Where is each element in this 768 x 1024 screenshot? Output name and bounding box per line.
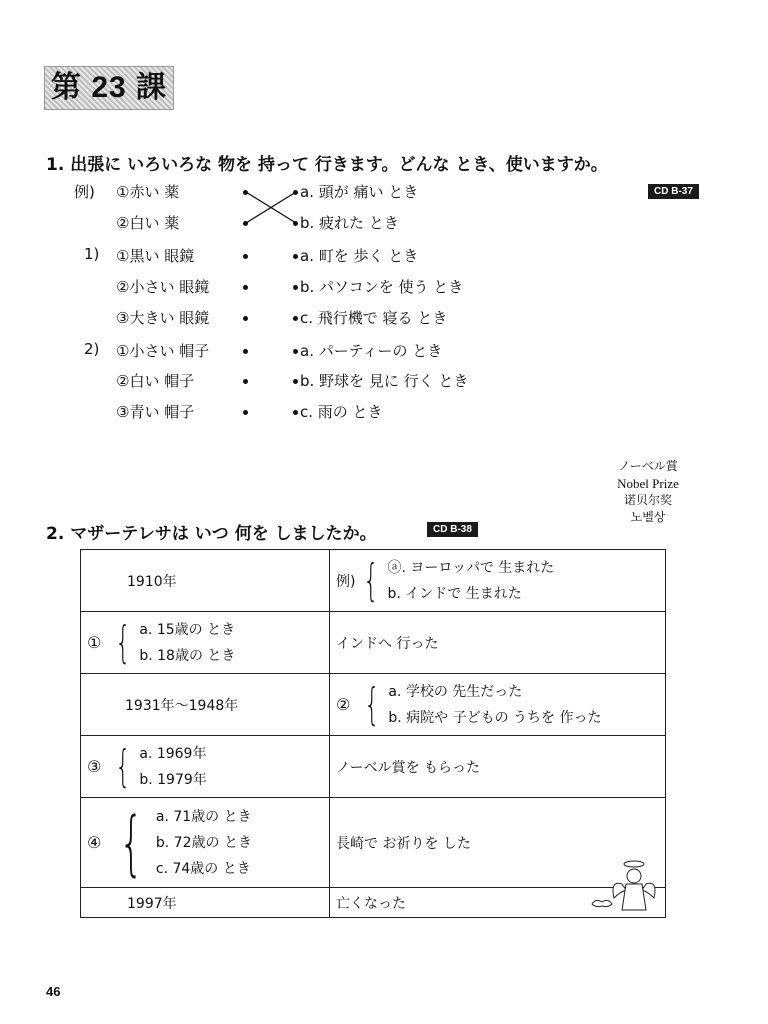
what-cell [330,612,666,674]
brace-icon: { [115,740,132,792]
match-dot-right[interactable] [293,349,298,354]
right-item: b. 疲れた とき [300,214,399,232]
match-dot-left[interactable] [243,379,248,384]
when-cell [81,550,330,612]
year-text: 1910年 [127,573,177,590]
match-dot-left[interactable] [243,316,248,321]
nobel-en: Nobel Prize [617,476,679,491]
option-b[interactable]: b. 1979年 [139,771,207,788]
question-2-title: 2. マザーテレサは いつ 何を しましたか。 [46,524,377,544]
item-number: ① [87,633,102,652]
when-cell [81,674,330,736]
option-a[interactable]: a. 15歳の とき [139,621,236,638]
item-number: ④ [87,833,102,852]
option-b[interactable]: b. インドで 生まれた [387,585,522,602]
table-row [81,736,666,798]
table-row [81,888,666,918]
left-item: ③大きい 眼鏡 [116,309,210,327]
example-label: 例) [336,573,356,590]
table-row [81,612,666,674]
year-text: 1931年〜1948年 [125,697,239,714]
match-dot-left[interactable] [243,410,248,415]
when-cell [81,612,330,674]
option-a[interactable]: a. 1969年 [139,745,207,762]
example-match-lines [240,186,302,226]
option-b[interactable]: b. 18歳の とき [139,647,236,664]
right-item: b. 野球を 見に 行く とき [300,372,469,390]
row-label: 2) [84,340,100,358]
nobel-prize-note [598,458,698,526]
timeline-table [80,549,666,918]
left-item: ②白い 帽子 [116,372,195,390]
table-row [81,798,666,888]
when-cell [81,888,330,918]
item-number: ③ [87,757,102,776]
what-cell [330,674,666,736]
row-label: 例) [74,183,95,201]
match-dot-right[interactable] [293,410,298,415]
match-dot-right[interactable] [293,285,298,290]
event-text: 長崎で お祈りを した [336,835,471,852]
option-a[interactable]: ⓐ. ヨーロッパで 生まれた [387,559,555,576]
left-item: ③青い 帽子 [116,403,195,421]
question-1-title: 1. 出張に いろいろな 物を 持って 行きます。どんな とき、使いますか。 [46,155,608,175]
left-item: ①赤い 薬 [116,183,180,201]
left-item: ①黒い 眼鏡 [116,247,195,265]
nobel-zh: 诺贝尔奖 [623,493,672,507]
match-dot-right[interactable] [293,254,298,259]
option-a[interactable]: a. 学校の 先生だった [388,683,523,700]
nobel-ko: 노벨상 [630,510,666,524]
left-item: ②小さい 眼鏡 [116,278,210,296]
left-item: ①小さい 帽子 [116,342,210,360]
option-b[interactable]: b. 病院や 子どもの うちを 作った [388,709,602,726]
year-text: 1997年 [127,895,177,912]
match-dot-left[interactable] [243,254,248,259]
left-item: ②白い 薬 [116,214,180,232]
when-cell [81,798,330,888]
angel-illustration [590,858,666,918]
when-cell [81,736,330,798]
lesson-title: 第 23 課 [44,66,174,110]
brace-icon: { [364,678,381,730]
nobel-ja: ノーベル賞 [618,459,678,473]
item-number: ② [336,695,351,714]
event-text: ノーベル賞を もらった [336,759,481,776]
option-a[interactable]: a. 71歳の とき [155,808,252,825]
match-dot-right[interactable] [293,316,298,321]
right-item: c. 飛行機で 寝る とき [300,309,448,327]
table-row [81,674,666,736]
event-text: インドへ 行った [336,635,439,652]
right-item: a. 頭が 痛い とき [300,183,419,201]
match-dot-left[interactable] [243,349,248,354]
right-item: b. パソコンを 使う とき [300,278,464,296]
brace-icon: { [115,616,132,668]
event-text: 亡くなった [336,895,406,912]
cd-track-badge-1: CD B-37 [648,184,699,199]
option-b[interactable]: b. 72歳の とき [155,834,252,851]
brace-icon: { [363,554,380,606]
right-item: a. パーティーの とき [300,342,443,360]
what-cell [330,550,666,612]
row-label: 1) [84,245,100,263]
brace-icon: { [119,801,144,884]
cd-track-badge-2: CD B-38 [427,522,478,537]
match-dot-right[interactable] [293,379,298,384]
what-cell [330,736,666,798]
right-item: a. 町を 歩く とき [300,247,419,265]
table-row [81,550,666,612]
option-c[interactable]: c. 74歳の とき [155,860,251,877]
page-number: 46 [46,984,61,999]
match-dot-left[interactable] [243,285,248,290]
right-item: c. 雨の とき [300,403,383,421]
